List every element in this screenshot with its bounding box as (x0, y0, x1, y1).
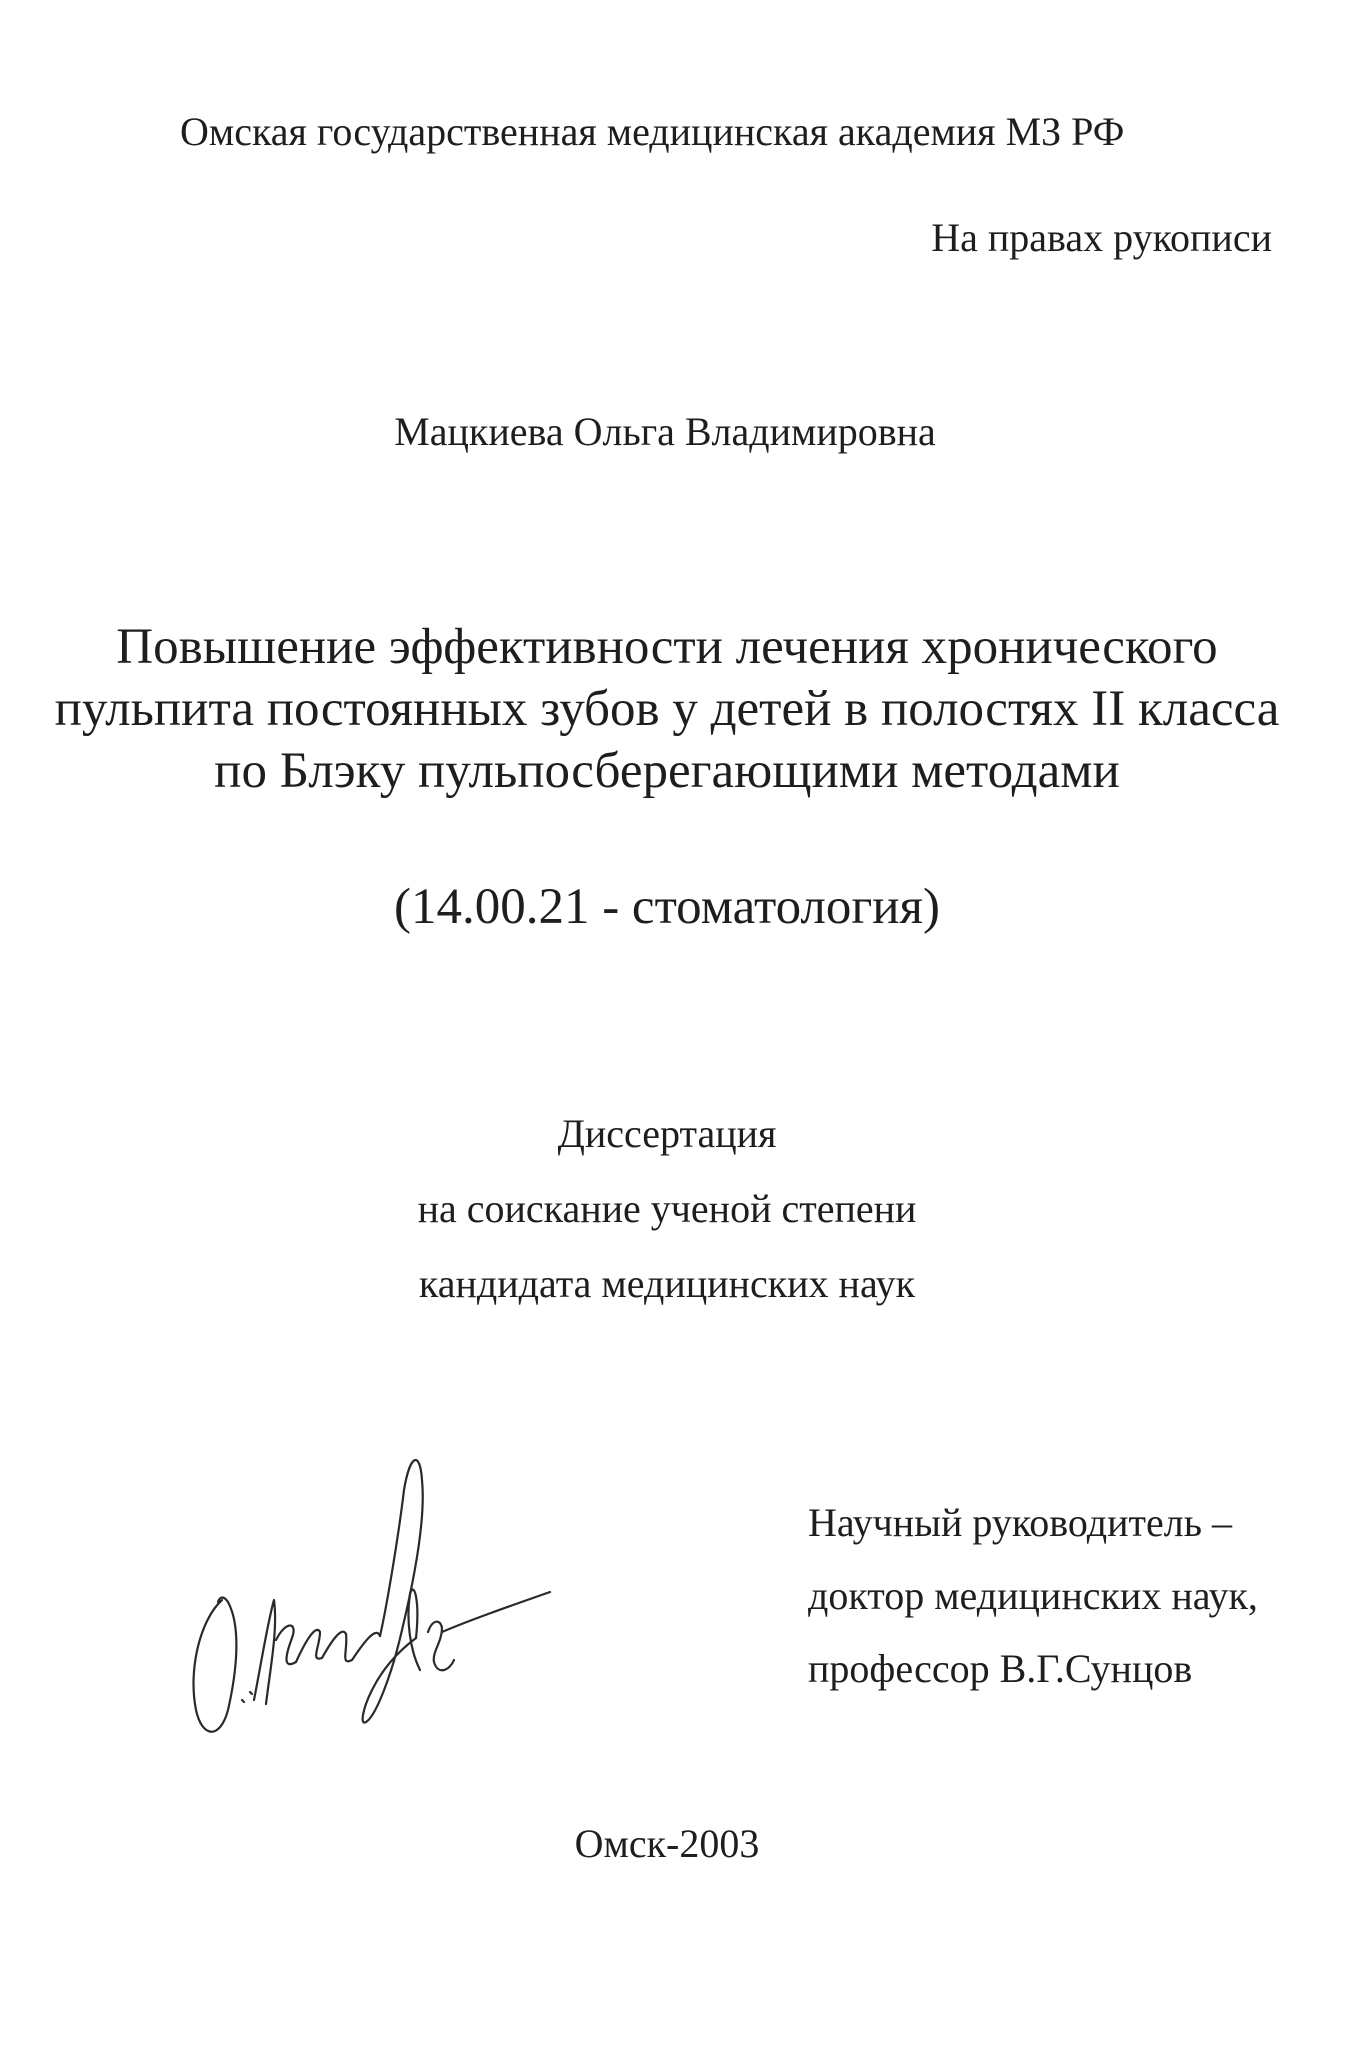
author-name: Мацкиева Ольга Владимировна (394, 409, 936, 454)
supervisor-line: Научный руководитель – (808, 1500, 1232, 1545)
dissertation-title (0, 616, 1334, 802)
title-line: пульпита постоянных зубов у детей в полостях II класса (54, 681, 1280, 737)
supervisor-line: профессор В.Г.Сунцов (808, 1646, 1193, 1691)
dissertation-line: на соискание ученой степени (417, 1186, 917, 1231)
signature-icon (170, 1370, 570, 1750)
title-line: Повышение эффективности лечения хронического (116, 619, 1218, 675)
dissertation-line: кандидата медицинских наук (418, 1261, 916, 1306)
city-year: Омск-2003 (574, 1821, 760, 1866)
specialty-code: (14.00.21 - стоматология) (393, 879, 941, 935)
dissertation-line: Диссертация (557, 1111, 777, 1156)
manuscript-note: На правах рукописи (931, 215, 1272, 260)
supervisor-line: доктор медицинских наук, (808, 1573, 1258, 1618)
institution-name: Омская государственная медицинская академия МЗ РФ (180, 109, 1125, 154)
dissertation-type (0, 1096, 1334, 1321)
supervisor-block (808, 1486, 1258, 1705)
title-line: по Блэку пульпосберегающими методами (214, 743, 1120, 799)
